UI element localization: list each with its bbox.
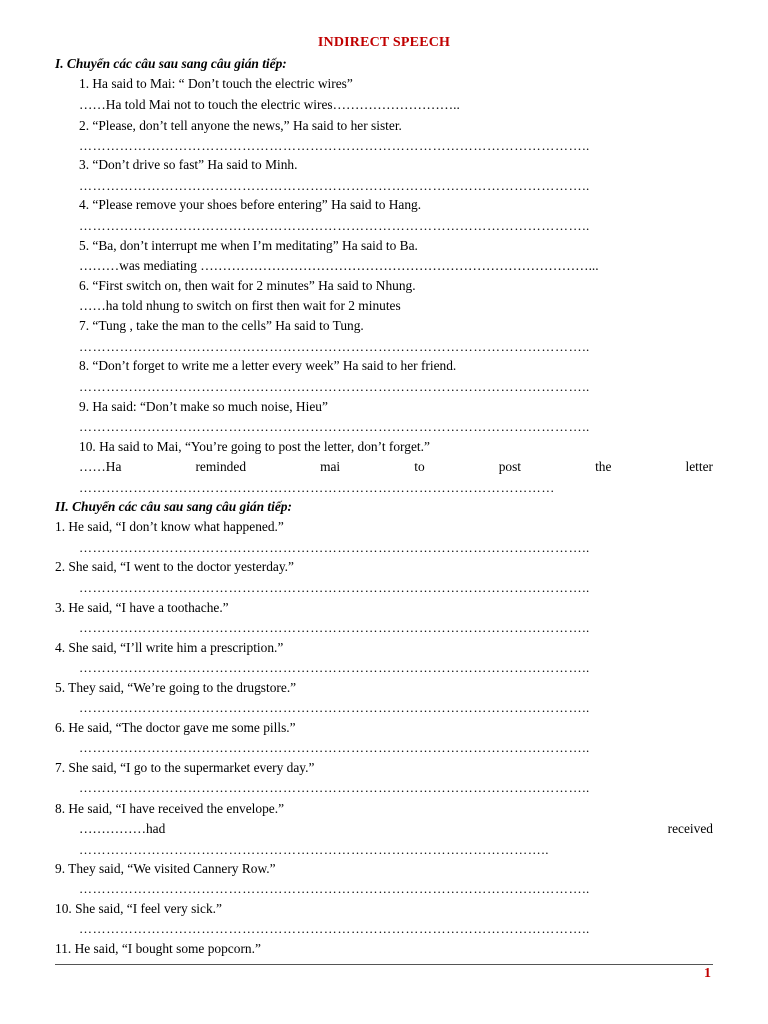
s2-a10: …………………………………………………………………………………………………..	[79, 922, 590, 936]
s1-a10-cont: ……………………………………………………………………………………………	[79, 481, 555, 495]
s2-a5: …………………………………………………………………………………………………..	[79, 701, 590, 715]
s1-a7: …………………………………………………………………………………………………..	[79, 340, 590, 354]
s2-q7: 7. She said, “I go to the supermarket every day.”	[55, 760, 315, 775]
s1-a10-word: post	[498, 459, 522, 474]
s2-a1: …………………………………………………………………………………………………..	[79, 541, 590, 555]
section-1-heading: I. Chuyển các câu sau sang câu gián tiếp:	[55, 56, 287, 71]
s2-a4: …………………………………………………………………………………………………..	[79, 661, 590, 675]
s2-a8-word: received	[667, 821, 713, 836]
s1-q5: 5. “Ba, don’t interrupt me when I’m meditating” Ha said to Ba.	[79, 238, 418, 253]
s2-q6: 6. He said, “The doctor gave me some pills.”	[55, 720, 296, 735]
s1-q4: 4. “Please remove your shoes before entering” Ha said to Hang.	[79, 197, 422, 212]
footer-divider	[55, 964, 713, 965]
s1-q6: 6. “First switch on, then wait for 2 minutes” Ha said to Nhung.	[79, 278, 416, 293]
s1-a10-word: mai	[320, 459, 341, 474]
s2-a9: …………………………………………………………………………………………………..	[79, 882, 590, 896]
s1-a10-line	[79, 459, 713, 475]
s2-q5: 5. They said, “We’re going to the drugstore.”	[55, 680, 297, 695]
s1-a6: ……ha told nhung to switch on first then wait for 2 minutes	[79, 298, 401, 313]
s1-a1: ……Ha told Mai not to touch the electric wires………………………..	[79, 97, 460, 112]
s1-a3: …………………………………………………………………………………………………..	[79, 179, 590, 193]
s2-a3: …………………………………………………………………………………………………..	[79, 621, 590, 635]
s2-q2: 2. She said, “I went to the doctor yesterday.”	[55, 559, 294, 574]
document-title: INDIRECT SPEECH	[317, 35, 451, 50]
section-2-heading: II. Chuyển các câu sau sang câu gián tiếp:	[55, 499, 292, 514]
s2-q11: 11. He said, “I bought some popcorn.”	[55, 941, 261, 956]
s1-a9: …………………………………………………………………………………………………..	[79, 420, 590, 434]
s2-a2: …………………………………………………………………………………………………..	[79, 581, 590, 595]
s2-q3: 3. He said, “I have a toothache.”	[55, 600, 229, 615]
s1-a5: ………was mediating ……………………………………………………………………………...	[79, 258, 599, 273]
s1-a10-word: letter	[685, 459, 713, 474]
s1-q9: 9. Ha said: “Don’t make so much noise, Hieu”	[79, 399, 328, 414]
s2-q10: 10. She said, “I feel very sick.”	[55, 901, 222, 916]
s1-q8: 8. “Don’t forget to write me a letter every week” Ha said to her friend.	[79, 358, 457, 373]
s2-a8-line	[79, 821, 713, 837]
s1-q7: 7. “Tung , take the man to the cells” Ha said to Tung.	[79, 318, 364, 333]
s2-a8-cont: …………………………………………………………………………………………..	[79, 843, 550, 857]
s2-a8-word: ……………had	[79, 821, 166, 836]
s1-q3: 3. “Don’t drive so fast” Ha said to Minh.	[79, 157, 298, 172]
s2-a6: …………………………………………………………………………………………………..	[79, 741, 590, 755]
s1-a2: …………………………………………………………………………………………………..	[79, 139, 590, 153]
s1-a8: …………………………………………………………………………………………………..	[79, 380, 590, 394]
s2-q1: 1. He said, “I don’t know what happened.”	[55, 519, 284, 534]
s1-q1: 1. Ha said to Mai: “ Don’t touch the electric wires”	[79, 76, 353, 91]
s2-q9: 9. They said, “We visited Cannery Row.”	[55, 861, 276, 876]
s2-q8: 8. He said, “I have received the envelope.”	[55, 801, 285, 816]
s1-a10-word: reminded	[195, 459, 247, 474]
s2-q4: 4. She said, “I’ll write him a prescription.”	[55, 640, 284, 655]
s1-a10-word: the	[595, 459, 612, 474]
s1-a10-word: to	[414, 459, 425, 474]
s1-q10: 10. Ha said to Mai, “You’re going to post the letter, don’t forget.”	[79, 439, 430, 454]
s2-a7: …………………………………………………………………………………………………..	[79, 781, 590, 795]
s1-q2: 2. “Please, don’t tell anyone the news,” Ha said to her sister.	[79, 118, 402, 133]
s1-a10-word: ……Ha	[79, 459, 122, 474]
page-number: 1	[704, 966, 711, 981]
s1-a4: …………………………………………………………………………………………………..	[79, 219, 590, 233]
